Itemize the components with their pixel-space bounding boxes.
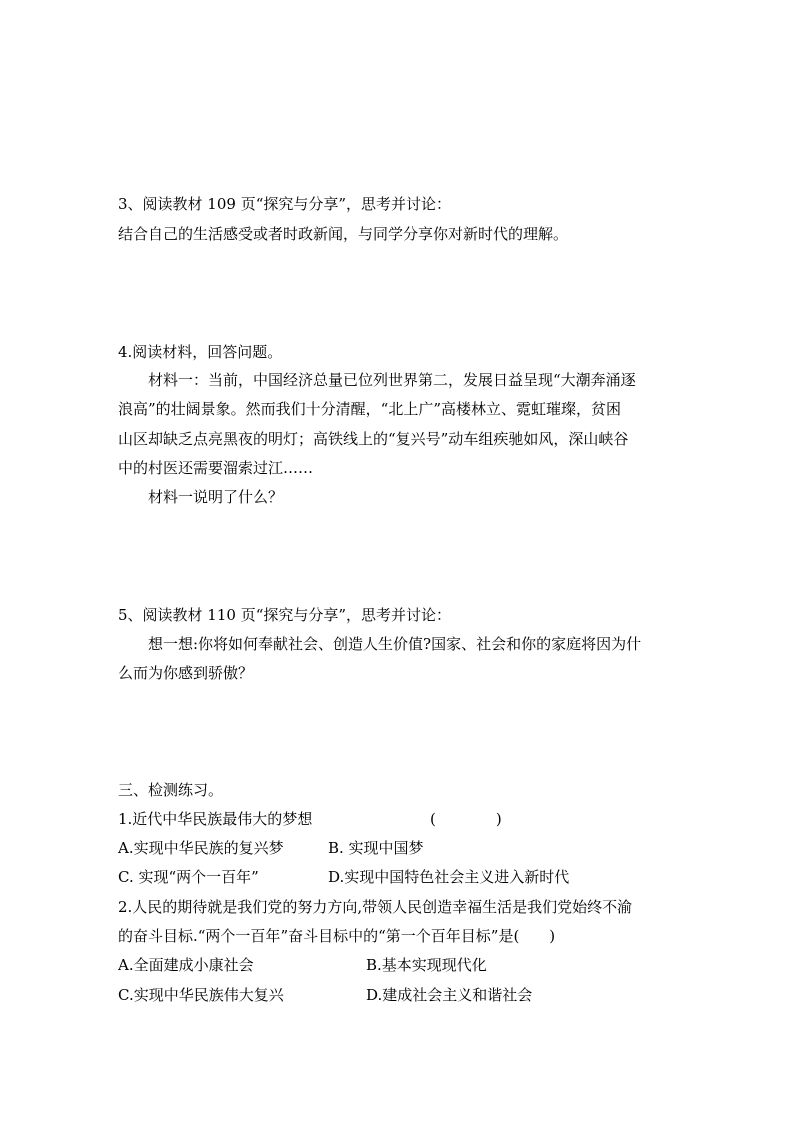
q1-stem: 1.近代中华民族最伟大的梦想 <box>118 810 313 828</box>
section3-prompt: 结合自己的生活感受或者时政新闻，与同学分享你对新时代的理解。 <box>118 225 569 243</box>
section3-heading: 3、阅读教材 109 页“探究与分享”，思考并讨论： <box>118 195 452 213</box>
q1-answer-blank: ( ) <box>430 810 502 828</box>
q1-option-c: C. 实现“两个一百年” <box>118 868 259 886</box>
q2-option-a: A.全面建成小康社会 <box>118 956 254 974</box>
material-line-2: 浪高”的壮阔景象。然而我们十分清醒，“北上广”高楼林立、霓虹璀璨，贫困 <box>118 400 622 418</box>
q1-option-d: D.实现中国特色社会主义进入新时代 <box>328 868 570 886</box>
q1-option-a: A.实现中华民族的复兴梦 <box>118 839 284 857</box>
section5-heading: 5、阅读教材 110 页“探究与分享”，思考并讨论： <box>118 606 452 624</box>
q2-option-b: B.基本实现现代化 <box>366 956 487 974</box>
q1-option-b: B. 实现中国梦 <box>328 839 424 857</box>
q2-stem-line-2: 的奋斗目标.“两个一百年”奋斗目标中的“第一个百年目标”是( ) <box>118 927 556 945</box>
q2-stem-line-1: 2.人民的期待就是我们党的努力方向,带领人民创造幸福生活是我们党始终不渝 <box>118 898 633 916</box>
section5-prompt-line-1: 想一想:你将如何奉献社会、创造人生价值?国家、社会和你的家庭将因为什 <box>148 635 642 653</box>
section4-heading: 4.阅读材料，回答问题。 <box>118 343 283 361</box>
section5-prompt-line-2: 么而为你感到骄傲？ <box>118 664 254 682</box>
q1-row <box>118 809 638 829</box>
material-line-1: 材料一：当前，中国经济总量已位列世界第二，发展日益呈现“大潮奔涌逐 <box>148 371 636 389</box>
material-line-4: 中的村医还需要溜索过江…… <box>118 459 314 477</box>
q2-option-d: D.建成社会主义和谐社会 <box>366 986 533 1004</box>
material-line-3: 山区却缺乏点亮黑夜的明灯；高铁线上的“复兴号”动车组疾驰如风，深山峡谷 <box>118 430 629 448</box>
q2-option-c: C.实现中华民族伟大复兴 <box>118 986 284 1004</box>
section4-question: 材料一说明了什么？ <box>148 488 284 506</box>
exercise-heading: 三、检测练习。 <box>118 781 224 799</box>
